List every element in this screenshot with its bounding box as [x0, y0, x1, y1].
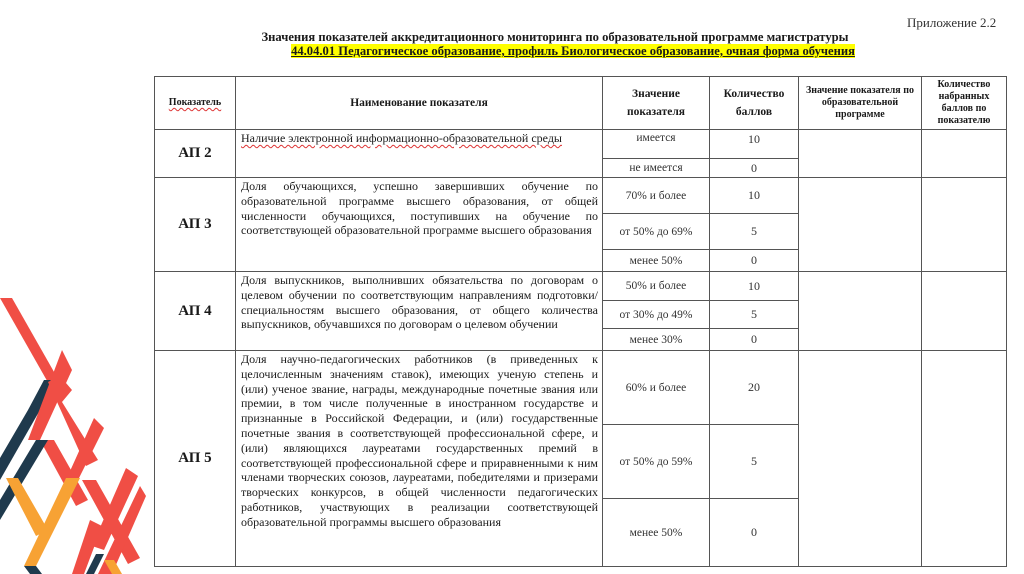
criterion-points: 20: [710, 351, 799, 425]
table-header-row: [155, 77, 1007, 130]
indicator-description: Доля обучающихся, успешно завершивших обучение по образовательной программе высшего образования, от общей численности обучающихся, поступивших на обучение по соответствующей образовательной программе высшего образования: [236, 178, 603, 272]
scored-points-cell[interactable]: [922, 178, 1007, 272]
criterion-points: 0: [710, 499, 799, 567]
header-indicator: Показатель: [155, 77, 236, 130]
table-row: [155, 178, 1007, 214]
criterion-value: 70% и более: [603, 178, 710, 214]
criterion-value: от 50% до 59%: [603, 425, 710, 499]
criterion-points: 5: [710, 214, 799, 250]
indicator-description: Наличие электронной информационно-образовательной среды: [236, 130, 603, 178]
header-points: Количество баллов: [710, 77, 799, 130]
criterion-points: 0: [710, 329, 799, 351]
scored-points-cell[interactable]: [922, 351, 1007, 567]
stripe: [0, 298, 62, 386]
criterion-value: 60% и более: [603, 351, 710, 425]
criterion-value: менее 30%: [603, 329, 710, 351]
program-value-cell[interactable]: [799, 351, 922, 567]
table-row: [155, 351, 1007, 425]
program-value-cell[interactable]: [799, 130, 922, 178]
criterion-value: от 50% до 69%: [603, 214, 710, 250]
criterion-value: не имеется: [603, 159, 710, 178]
indicator-code: АП 2: [155, 130, 236, 178]
criterion-points: 10: [710, 178, 799, 214]
stripe: [6, 478, 48, 536]
header-indicator-name: Наименование показателя: [236, 77, 603, 130]
header-program-value: Значение показателя по образовательной программе: [799, 77, 922, 130]
criterion-points: 10: [710, 272, 799, 301]
indicator-description: Доля выпускников, выполнивших обязательства по договорам о целевом обучении по соответствующим направлениям подготовки/специальностям высшего образования, от общего количества выпускников, обучавшихся по договорам о целевом обучении: [236, 272, 603, 351]
scored-points-cell[interactable]: [922, 130, 1007, 178]
program-name: 44.04.01 Педагогическое образование, профиль Биологическое образование, очная форма обучения: [291, 44, 855, 58]
scored-points-cell[interactable]: [922, 272, 1007, 351]
indicator-code: АП 5: [155, 351, 236, 567]
criterion-value: менее 50%: [603, 499, 710, 567]
table-row: [155, 130, 1007, 159]
header-scored-points: Количество набранных баллов по показателю: [922, 77, 1007, 130]
indicator-description: Доля научно-педагогических работников (в приведенных к целочисленным значениям ставок), имеющих ученую степень и (или) ученое звание, награды, международные почетные звания или премии, в том числе полученные в иностранном государстве и признанные в Российской Федерации, и (или) государственные почетные звания в соответствующей профессиональной сфере, и (или) являющихся лауреатами государственных премий в соответствующей профессиональной сфере и приравненными к ним членами творческих союзов, лауреатами, победителями и призерами творческих конкурсов, в общей численности педагогических работников, участвующих в реализации соответствующей образовательной программы высшего образования: [236, 351, 603, 567]
criterion-points: 5: [710, 301, 799, 329]
appendix-label: Приложение 2.2: [907, 15, 997, 30]
program-value-cell[interactable]: [799, 178, 922, 272]
accreditation-indicators-table: [154, 76, 1007, 567]
criterion-value: от 30% до 49%: [603, 301, 710, 329]
indicator-code: АП 4: [155, 272, 236, 351]
decorative-stripes: [0, 298, 146, 574]
document-title: Значения показателей аккредитационного мониторинга по образовательной программе магистратуры: [261, 30, 849, 44]
criterion-points: 5: [710, 425, 799, 499]
program-value-cell[interactable]: [799, 272, 922, 351]
stripe: [24, 566, 42, 574]
criterion-value: имеется: [603, 130, 710, 159]
table-row: [155, 272, 1007, 301]
criterion-points: 0: [710, 250, 799, 272]
document-subtitle: [0, 44, 1024, 59]
header-indicator-value: Значение показателя: [603, 77, 710, 130]
criterion-value: менее 50%: [603, 250, 710, 272]
criterion-value: 50% и более: [603, 272, 710, 301]
decorative-pattern: [0, 290, 150, 574]
criterion-points: 0: [710, 159, 799, 178]
indicator-code: АП 3: [155, 178, 236, 272]
criterion-points: 10: [710, 130, 799, 159]
